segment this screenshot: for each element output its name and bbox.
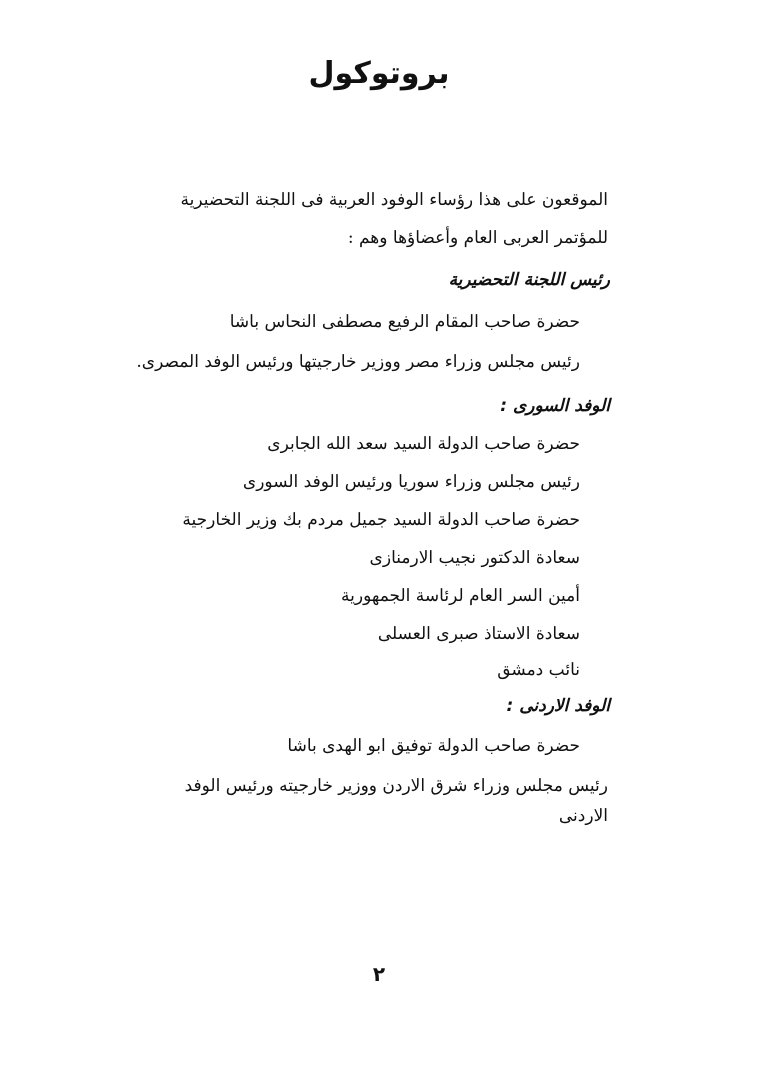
section-line: حضرة صاحب المقام الرفيع مصطفى النحاس باشا	[229, 312, 580, 332]
document-title: بروتوكول	[308, 56, 450, 91]
section-heading-syrian-delegation: الوفد السورى :	[500, 396, 610, 416]
section-line: رئيس مجلس وزراء شرق الاردن ووزير خارجيته ورئيس الوفد	[184, 776, 608, 796]
intro-line-1: الموقعون على هذا رؤساء الوفود العربية فى اللجنة التحضيرية	[180, 190, 608, 210]
section-line: نائب دمشق	[497, 660, 580, 680]
section-line: سعادة الدكتور نجيب الارمنازى	[369, 548, 580, 568]
section-line: حضرة صاحب الدولة السيد جميل مردم بك وزير الخارجية	[182, 510, 580, 530]
section-heading-jordanian-delegation: الوفد الاردنى :	[506, 696, 610, 716]
section-line: رئيس مجلس وزراء سوريا ورئيس الوفد السورى	[242, 472, 580, 492]
page-number: ٢	[372, 962, 386, 986]
section-line: رئيس مجلس وزراء مصر ووزير خارجيتها ورئيس الوفد المصرى.	[136, 352, 580, 372]
section-line: أمين السر العام لرئاسة الجمهورية	[341, 586, 580, 606]
section-line: الاردنى	[558, 806, 608, 826]
section-heading-committee-chair: رئيس اللجنة التحضيرية	[448, 270, 610, 290]
intro-line-2: للمؤتمر العربى العام وأعضاؤها وهم :	[347, 228, 608, 248]
section-line: حضرة صاحب الدولة السيد سعد الله الجابرى	[267, 434, 580, 454]
section-line: سعادة الاستاذ صبرى العسلى	[377, 624, 580, 644]
section-line: حضرة صاحب الدولة توفيق ابو الهدى باشا	[287, 736, 580, 756]
